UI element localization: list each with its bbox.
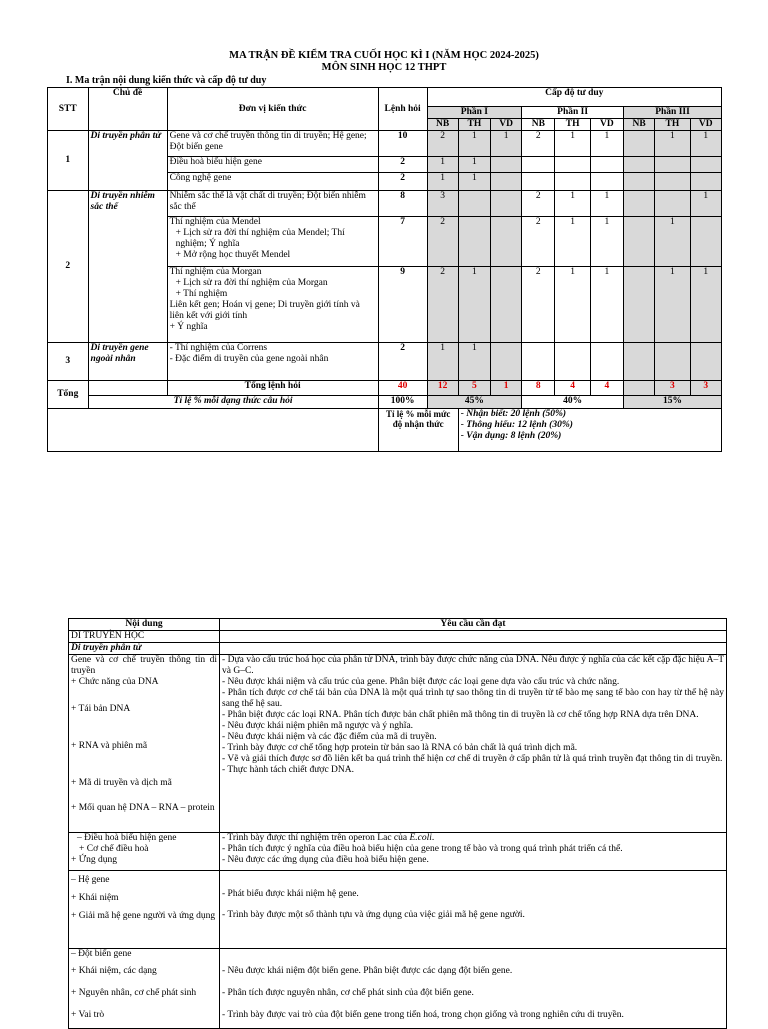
knowledge-matrix-table <box>47 87 722 452</box>
unit-line: Liên kết gen; Hoán vị gene; Di truyền giới tính và liên kết với giới tính <box>169 300 360 321</box>
content-line: – Điều hoà biểu hiện gene <box>77 833 177 843</box>
requirement-cell <box>220 871 727 949</box>
cell <box>655 191 690 217</box>
empty-cell <box>220 631 727 643</box>
header-th: TH <box>655 119 690 131</box>
subsection-name: Di truyền phân tử <box>69 643 220 655</box>
cell: 1 <box>427 343 458 381</box>
total-label: Tổng <box>48 381 89 409</box>
requirement-line: - Nêu được khái niệm và cấu trúc của gene. Phân biệt được các loại gene dựa vào cấu trúc và chức năng. <box>222 677 620 687</box>
cell <box>624 217 655 267</box>
requirement-line: - Nêu được các ứng dụng của điều hoà biểu hiện gene. <box>222 855 429 865</box>
header-cognitive-level: Cấp độ tư duy <box>427 88 721 107</box>
cell <box>490 157 521 173</box>
header-question-count: Lệnh hỏi <box>378 88 427 131</box>
header-nb: NB <box>427 119 458 131</box>
document-subtitle: MÔN SINH HỌC 12 THPT <box>321 62 447 73</box>
cell: 2 <box>427 267 458 343</box>
header-vd: VD <box>490 119 521 131</box>
unit-line: - Đặc điểm di truyền của gene ngoài nhân <box>169 354 329 364</box>
knowledge-unit <box>167 217 378 267</box>
content-line: + Tái bản DNA <box>71 704 131 714</box>
level-item: - Vận dụng: 8 lệnh (20%) <box>460 431 562 441</box>
cell: 1 <box>590 131 623 157</box>
level-ratio-list <box>458 409 721 452</box>
unit-line: + Ý nghĩa <box>169 322 208 332</box>
cell <box>522 343 555 381</box>
cell <box>690 343 721 381</box>
header-content: Nội dung <box>69 619 220 631</box>
header-part-2: Phần II <box>522 107 624 119</box>
cell: 1 <box>690 267 721 343</box>
knowledge-unit: Nhiễm sắc thể là vật chất di truyền; Đột biến nhiễm sắc thể <box>167 191 378 217</box>
cell <box>624 343 655 381</box>
total-cell: 12 <box>427 381 458 396</box>
cell <box>590 157 623 173</box>
requirement-line: - Phân biệt được các loại RNA. Phân tích được bản chất phiên mã thông tin di truyền là cơ chế tổng hợp RNA dựa trên DNA. <box>222 710 699 720</box>
cell <box>490 217 521 267</box>
cell <box>655 157 690 173</box>
unit-line: + Lịch sử ra đời thí nghiệm của Mendel; Thí nghiệm; Ý nghĩa <box>175 228 345 249</box>
empty-cell <box>88 381 167 396</box>
question-count: 10 <box>378 131 427 157</box>
unit-line: - Thí nghiệm của Correns <box>169 343 268 353</box>
cell: 1 <box>555 191 590 217</box>
cell: 1 <box>590 191 623 217</box>
content-cell <box>69 833 220 871</box>
unit-line: + Lịch sử ra đời thí nghiệm của Morgan <box>175 278 328 288</box>
ratio-all: 100% <box>378 396 427 409</box>
empty-cell <box>48 409 379 452</box>
cell <box>458 217 490 267</box>
content-line: – Hệ gene <box>71 875 110 885</box>
content-line: + Giải mã hệ gene người và ứng dụng <box>71 911 216 921</box>
header-unit: Đơn vị kiến thức <box>167 88 378 131</box>
cell: 1 <box>655 267 690 343</box>
cell: 1 <box>555 217 590 267</box>
ratio-part-2: 40% <box>522 396 624 409</box>
header-part-3: Phần III <box>624 107 722 119</box>
total-cell: 3 <box>655 381 690 396</box>
cell: 1 <box>490 131 521 157</box>
cell <box>590 173 623 191</box>
total-cell: 4 <box>555 381 590 396</box>
cell <box>555 343 590 381</box>
cell: 1 <box>590 267 623 343</box>
requirements-table <box>68 618 727 1029</box>
level-item: - Thông hiểu: 12 lệnh (30%) <box>460 420 573 430</box>
requirement-line: - Thực hành tách chiết được DNA. <box>222 765 355 775</box>
content-line: + Khái niệm <box>71 893 119 903</box>
cell <box>458 191 490 217</box>
section-name: DI TRUYỀN HỌC <box>69 631 220 643</box>
question-count: 8 <box>378 191 427 217</box>
knowledge-unit: Công nghệ gene <box>167 173 378 191</box>
total-questions-label: Tổng lệnh hỏi <box>167 381 378 396</box>
unit-line: Thí nghiệm của Morgan <box>169 267 262 277</box>
content-cell <box>69 655 220 833</box>
content-cell <box>69 871 220 949</box>
header-nb: NB <box>522 119 555 131</box>
knowledge-unit: Điều hoà biểu hiện gene <box>167 157 378 173</box>
content-line: + Khái niệm, các dạng <box>71 966 157 976</box>
requirement-cell <box>220 655 727 833</box>
content-line: + Ứng dụng <box>71 855 117 865</box>
cell <box>522 173 555 191</box>
header-part-1: Phần I <box>427 107 522 119</box>
cell: 1 <box>427 157 458 173</box>
cell: 1 <box>458 157 490 173</box>
cell <box>490 267 521 343</box>
cell: 1 <box>458 343 490 381</box>
content-line: + Vai trò <box>71 1010 105 1020</box>
requirement-cell <box>220 949 727 1029</box>
requirement-line: - Dựa vào cấu trúc hoá học của phân tử DNA, trình bày được chức năng của DNA. Nêu được ý nghĩa của các kết cặp đặc hiệu A–T và G–C. <box>222 655 724 676</box>
group-topic: Di truyền nhiễm sắc thể <box>88 191 167 343</box>
requirement-line <box>222 833 724 844</box>
requirement-cell <box>220 833 727 871</box>
question-count: 2 <box>378 173 427 191</box>
requirement-line: - Phát biểu được khái niệm hệ gene. <box>222 889 359 899</box>
cell: 1 <box>690 131 721 157</box>
content-line: + Mã di truyền và dịch mã <box>71 778 172 788</box>
total-cell: 5 <box>458 381 490 396</box>
cell: 1 <box>555 131 590 157</box>
unit-line: Thí nghiệm của Mendel <box>169 217 261 227</box>
cell: 1 <box>590 217 623 267</box>
cell: 1 <box>655 217 690 267</box>
group-number: 3 <box>48 343 89 381</box>
cell: 3 <box>427 191 458 217</box>
header-requirement: Yêu cầu cần đạt <box>220 619 727 631</box>
knowledge-unit: Gene và cơ chế truyền thông tin di truyền; Hệ gene; Đột biến gene <box>167 131 378 157</box>
requirement-line: - Nêu được khái niệm đột biến gene. Phân biệt được các dạng đột biến gene. <box>222 966 513 976</box>
cell: 2 <box>427 131 458 157</box>
unit-line: + Mở rộng học thuyết Mendel <box>175 250 291 260</box>
cell <box>624 157 655 173</box>
cell: 1 <box>555 267 590 343</box>
cell: 2 <box>522 131 555 157</box>
cell <box>624 131 655 157</box>
cell <box>655 173 690 191</box>
ratio-part-3: 15% <box>624 396 722 409</box>
cell <box>490 173 521 191</box>
cell: 1 <box>458 267 490 343</box>
requirement-line: - Phân tích được ý nghĩa của điều hoà biểu hiện của gene trong tế bào và trong quá trình phát triển cá thể. <box>222 844 623 854</box>
unit-line: + Thí nghiệm <box>175 289 228 299</box>
requirement-line: - Trình bày được vai trò của đột biến gene trong tiến hoá, trong chọn giống và trong nghiên cứu di truyền. <box>222 1010 624 1020</box>
content-line: + Cơ chế điều hoà <box>79 844 149 854</box>
total-cell: 3 <box>690 381 721 396</box>
cell: 1 <box>690 191 721 217</box>
cell <box>522 157 555 173</box>
group-number: 2 <box>48 191 89 343</box>
header-stt: STT <box>48 88 89 131</box>
requirement-line: - Nêu được khái niệm phiên mã ngược và ý nghĩa. <box>222 721 414 731</box>
cell <box>655 343 690 381</box>
organism-name: E.coli <box>409 833 432 843</box>
cell: 2 <box>427 217 458 267</box>
ratio-label: Tỉ lệ % mỗi dạng thức câu hỏi <box>88 396 378 409</box>
requirement-text: - Trình bày được thí nghiệm trên operon Lac của <box>222 833 410 843</box>
group-topic: Di truyền phân tử <box>88 131 167 191</box>
cell: 1 <box>458 173 490 191</box>
requirement-line: - Phân tích được nguyên nhân, cơ chế phát sinh của đột biến gene. <box>222 988 474 998</box>
group-number: 1 <box>48 131 89 191</box>
header-th: TH <box>555 119 590 131</box>
total-cell: 1 <box>490 381 521 396</box>
requirement-line: - Phân tích được cơ chế tái bản của DNA là một quá trình tự sao thông tin di truyền từ tế bào mẹ sang tế bào con hay từ thế hệ này sang thế hệ sau. <box>222 688 724 709</box>
cell <box>690 157 721 173</box>
cell <box>624 191 655 217</box>
content-line: + Chức năng của DNA <box>71 677 159 687</box>
total-cell <box>624 381 655 396</box>
header-th: TH <box>458 119 490 131</box>
requirement-line: - Nêu được khái niệm và các đặc điểm của mã di truyền. <box>222 732 437 742</box>
question-count: 2 <box>378 157 427 173</box>
total-questions: 40 <box>378 381 427 396</box>
cell: 1 <box>655 131 690 157</box>
header-topic: Chủ đề <box>88 88 167 131</box>
cell: 2 <box>522 267 555 343</box>
requirement-line: - Vẽ và giải thích được sơ đồ liên kết ba quá trình thể hiện cơ chế di truyền ở cấp phân tử là quá trình truyền đạt thông tin di truyền. <box>222 754 723 764</box>
question-count: 2 <box>378 343 427 381</box>
requirement-line: - Trình bày được một số thành tựu và ứng dụng của việc giải mã hệ gene người. <box>222 910 525 920</box>
level-ratio-label: Tỉ lệ % mỗi mức độ nhận thức <box>378 409 458 452</box>
knowledge-unit <box>167 343 378 381</box>
cell <box>624 267 655 343</box>
level-item: - Nhận biết: 20 lệnh (50%) <box>460 409 567 419</box>
document-title: MA TRẬN ĐỀ KIỂM TRA CUỐI HỌC KÌ I (NĂM HỌC 2024-2025) <box>229 50 539 61</box>
cell <box>690 217 721 267</box>
content-line: + Nguyên nhân, cơ chế phát sinh <box>71 988 197 998</box>
ratio-part-1: 45% <box>427 396 522 409</box>
question-count: 7 <box>378 217 427 267</box>
cell <box>555 157 590 173</box>
empty-cell <box>220 643 727 655</box>
question-count: 9 <box>378 267 427 343</box>
cell <box>590 343 623 381</box>
content-line: Gene và cơ chế truyền thông tin di truyền <box>71 655 217 676</box>
content-cell <box>69 949 220 1029</box>
header-nb: NB <box>624 119 655 131</box>
cell <box>690 173 721 191</box>
content-line: + Mối quan hệ DNA – RNA – protein <box>71 803 215 813</box>
cell: 2 <box>522 217 555 267</box>
cell <box>490 343 521 381</box>
header-vd: VD <box>690 119 721 131</box>
cell <box>624 173 655 191</box>
total-cell: 4 <box>590 381 623 396</box>
header-vd: VD <box>590 119 623 131</box>
cell: 1 <box>427 173 458 191</box>
knowledge-unit <box>167 267 378 343</box>
cell: 2 <box>522 191 555 217</box>
section-heading: I. Ma trận nội dung kiến thức và cấp độ tư duy <box>66 75 267 86</box>
content-line: + RNA và phiên mã <box>71 741 148 751</box>
cell <box>555 173 590 191</box>
group-topic: Di truyền gene ngoài nhân <box>88 343 167 381</box>
total-cell: 8 <box>522 381 555 396</box>
cell <box>490 191 521 217</box>
requirement-line: - Trình bày được cơ chế tổng hợp protein từ bản sao là RNA có bản chất là quá trình dịch mã. <box>222 743 578 753</box>
requirement-text: . <box>431 833 435 843</box>
cell: 1 <box>458 131 490 157</box>
content-line: – Đột biến gene <box>71 949 132 959</box>
